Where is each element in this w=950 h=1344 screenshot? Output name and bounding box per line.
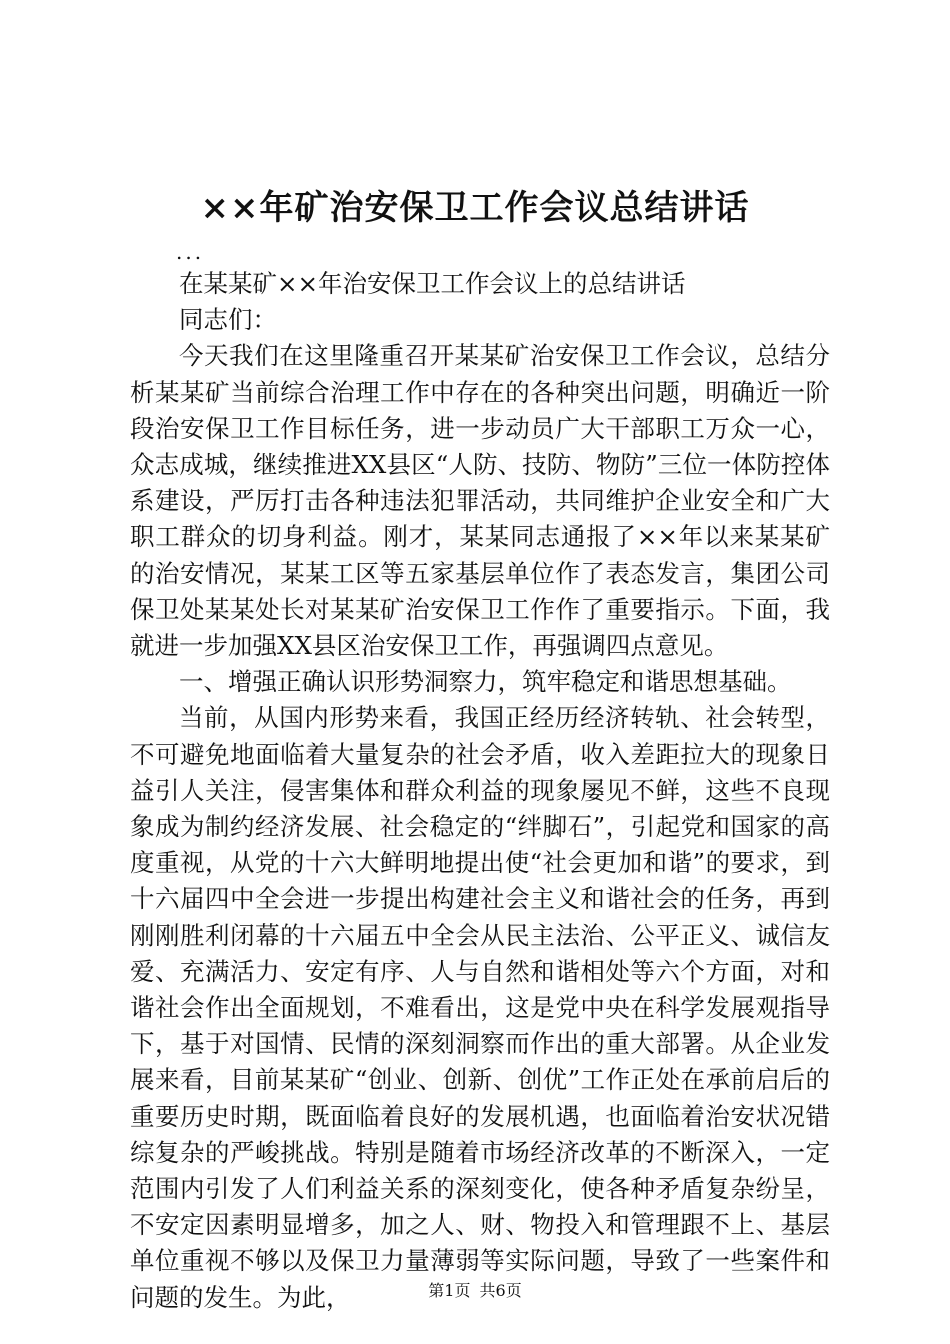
- ellipsis-marker: ...: [176, 240, 205, 264]
- page-footer: [0, 1280, 950, 1302]
- section-heading: 一、增强正确认识形势洞察力，筑牢稳定和谐思想基础。: [179, 667, 792, 697]
- salutation: 同志们：: [179, 305, 277, 335]
- document-title: ××年矿治安保卫工作会议总结讲话: [200, 188, 750, 228]
- body-paragraph: 今天我们在这里隆重召开某某矿治安保卫工作会议，总结分析某某矿当前综合治理工作中存在的各种突出问题，明确近一阶段治安保卫工作目标任务，进一步动员广大干部职工万众一心，众志成城，继续推进XX县区“人防、技防、物防”三位一体防控体系建设，严厉打击各种违法犯罪活动，共同维护企业安全和广大职工群众的切身利益。刚才，某某同志通报了××年以来某某矿的治安情况，某某工区等五家基层单位作了表态发言，集团公司保卫处某某处长对某某矿治安保卫工作作了重要指示。下面，我就进一步加强XX县区治安保卫工作，再强调四点意见。: [130, 341, 830, 661]
- body-paragraph: 当前，从国内形势来看，我国正经历经济转轨、社会转型，不可避免地面临着大量复杂的社会矛盾，收入差距拉大的现象日益引人关注，侵害集体和群众利益的现象屡见不鲜，这些不良现象成为制约经济发展、社会稳定的“绊脚石”，引起党和国家的高度重视，从党的十六大鲜明地提出使“社会更加和谐”的要求，到十六届四中全会进一步提出构建社会主义和谐社会的任务，再到刚刚胜利闭幕的十六届五中全会从民主法治、公平正义、诚信友爱、充满活力、安定有序、人与自然和谐相处等六个方面，对和谐社会作出全面规划，不难看出，这是党中央在科学发展观指导下，基于对国情、民情的深刻洞察而作出的重大部署。从企业发展来看，目前某某矿“创业、创新、创优”工作正处在承前启后的重要历史时期，既面临着良好的发展机遇，也面临着治安状况错综复杂的严峻挑战。特别是随着市场经济改革的不断深入，一定范围内引发了人们利益关系的深刻变化，使各种矛盾复杂纷呈，不安定因素明显增多，加之人、财、物投入和管理跟不上、基层单位重视不够以及保卫力量薄弱等实际问题，导致了一些案件和问题的发生。为此，: [130, 703, 830, 1312]
- page-number: 第1页: [428, 1281, 471, 1300]
- page-total: 共6页: [479, 1281, 522, 1300]
- speech-subtitle: 在某某矿××年治安保卫工作会议上的总结讲话: [179, 269, 686, 298]
- document-body: [130, 266, 830, 1316]
